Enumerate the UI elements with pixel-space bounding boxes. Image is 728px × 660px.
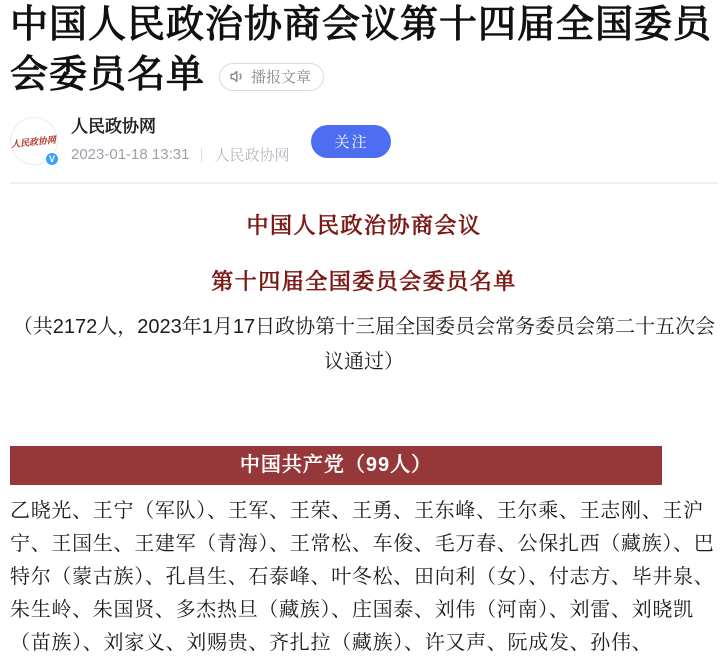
article-title — [10, 0, 718, 100]
party-section-banner: 中国共产党（99人） — [10, 446, 662, 485]
document-heading-line2: 第十四届全国委员会委员名单 — [211, 269, 517, 294]
document-heading-line1: 中国人民政治协商会议 — [246, 213, 482, 238]
publisher-meta — [71, 144, 289, 165]
verified-badge-icon: V — [44, 151, 60, 167]
speaker-icon — [229, 68, 246, 85]
broadcast-label: 播报文章 — [251, 69, 312, 87]
publisher-name[interactable]: 人民政协网 — [71, 117, 156, 136]
publisher-row — [10, 117, 718, 165]
follow-button[interactable]: 关注 — [311, 125, 391, 158]
publish-time: 2023-01-18 13:31 — [71, 146, 190, 163]
approval-note: （共2172人，2023年1月17日政协第十三届全国委员会常务委员会第二十五次会议通过） — [12, 316, 716, 373]
publisher-info — [71, 117, 289, 165]
publisher-avatar[interactable] — [10, 117, 58, 165]
broadcast-article-button[interactable] — [219, 63, 324, 91]
meta-divider — [201, 148, 202, 162]
avatar-logo-text: 人民政协网 — [11, 134, 57, 149]
article-body — [10, 184, 718, 660]
article-title-text: 中国人民政治协商会议第十四届全国委员会委员名单 — [10, 4, 713, 96]
member-name-list: 乙晓光、王宁（军队）、王军、王荣、王勇、王东峰、王尔乘、王志刚、王沪宁、王国生、王建军（青海）、王常松、车俊、毛万春、公保扎西（藏族）、巴特尔（蒙古族）、孔昌生、石泰峰、叶冬松、田向利（女）、付志方、毕井泉、朱生岭、朱国贤、多杰热旦（藏族）、庄国泰、刘伟（河南）、刘雷、刘晓凯（苗族）、刘家义、刘赐贵、齐扎拉（藏族）、许又声、阮成发、孙伟、 — [10, 500, 715, 654]
publish-source: 人民政协网 — [214, 147, 290, 164]
